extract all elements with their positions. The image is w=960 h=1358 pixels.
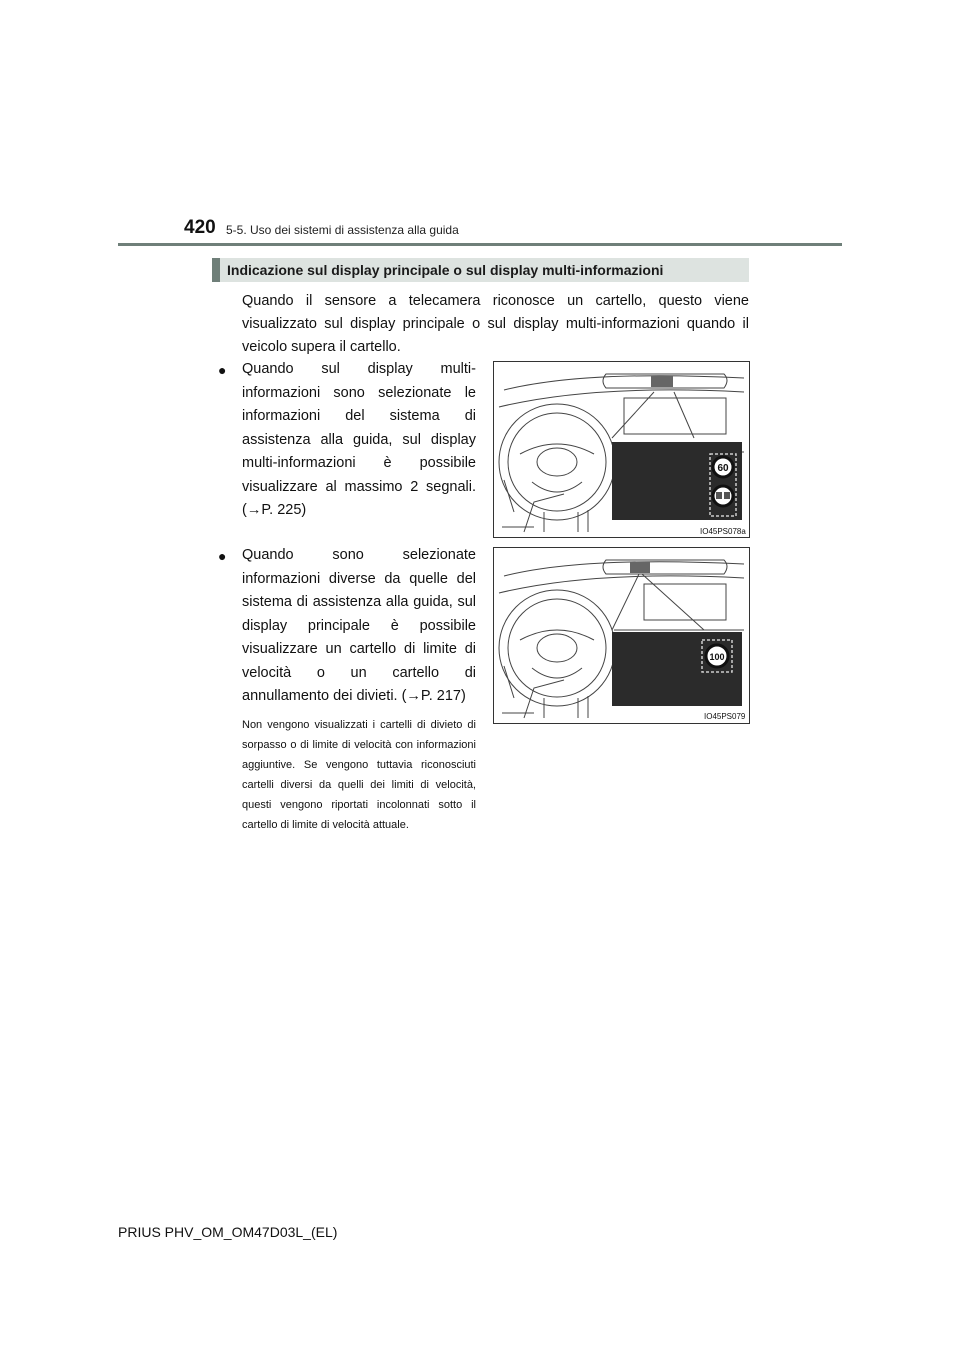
bullet-item-2 <box>218 544 476 835</box>
section-heading: Indicazione sul display principale o sul display multi-informazioni <box>212 258 749 282</box>
bullet-text: Quando sono selezionate informazioni diverse da quelle del sistema di assistenza alla guida, sul display principale è possibile visualizzare un cartello di limite di velocità o un cartello di annullamento dei divieti. (→P. 217) <box>242 547 476 704</box>
figure-1 <box>493 361 750 538</box>
bullet-text: Quando sul display multi-informazioni sono selezionate le informazioni del sistema di assistenza alla guida, sul display multi-informazioni è possibile visualizzare al massimo 2 segnali. (→P. 225) <box>242 361 476 518</box>
running-head: 5-5. Uso dei sistemi di assistenza alla guida <box>226 223 459 237</box>
bullet-dot-icon: ● <box>218 548 227 564</box>
intro-paragraph: Quando il sensore a telecamera riconosce un cartello, questo viene visualizzato sul display principale o sul display multi-informazioni quando il veicolo supera il cartello. <box>242 293 749 355</box>
figure-code: IO45PS079 <box>704 712 746 721</box>
dashboard-illustration-2 <box>494 548 749 723</box>
no-overtaking-sign-icon <box>713 486 733 506</box>
speed-sign-value: 60 <box>717 463 729 474</box>
bullet-item-1 <box>218 358 476 523</box>
speed-sign-icon <box>713 457 733 477</box>
dashboard-illustration-1 <box>494 362 749 537</box>
bullet-dot-icon: ● <box>218 362 227 378</box>
page-number: 420 <box>184 217 216 238</box>
figure-code: IO45PS078a <box>700 527 746 536</box>
note-text: Non vengono visualizzati i cartelli di divieto di sorpasso o di limite di velocità con informazioni aggiuntive. Se vengono tuttavia riconosciuti cartelli diversi da quelli dei limiti di velocità, questi vengono riportati incolonnati sotto il cartello di limite di velocità attuale. <box>242 718 476 831</box>
speed-sign-icon <box>706 645 728 667</box>
speed-sign-value: 100 <box>709 652 725 662</box>
header-rule <box>118 243 842 246</box>
figure-2 <box>493 547 750 724</box>
footer-document-id: PRIUS PHV_OM_OM47D03L_(EL) <box>118 1224 338 1240</box>
